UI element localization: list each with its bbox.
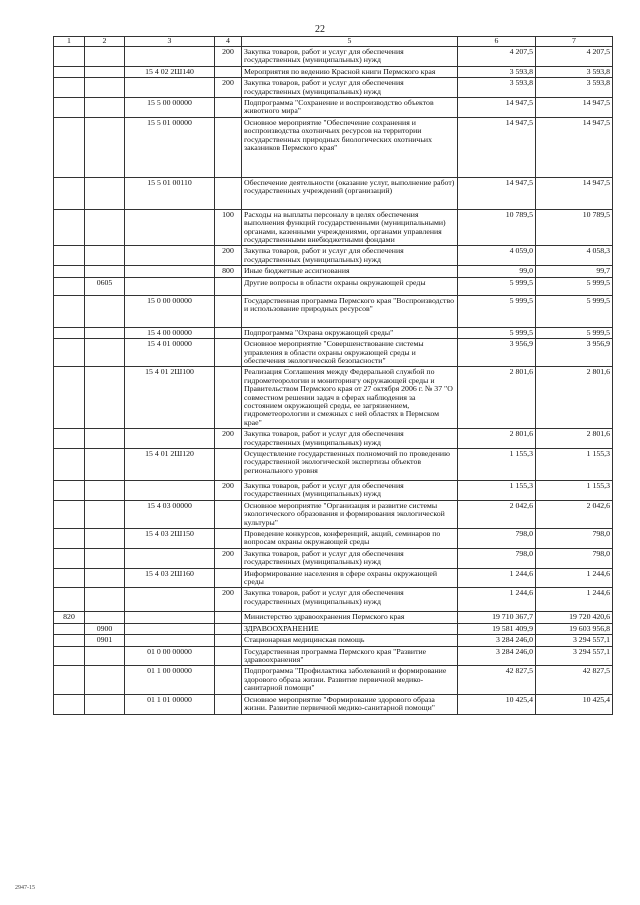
table-row <box>54 448 613 480</box>
amount-2016-cell: 5 999,5 <box>458 327 536 338</box>
expense-type-cell <box>215 448 242 480</box>
target-article-cell <box>125 47 215 67</box>
amount-2016-cell: 14 947,5 <box>458 177 536 209</box>
section-code-cell <box>85 78 125 98</box>
amount-2017-cell: 14 947,5 <box>536 177 613 209</box>
expense-type-cell <box>215 66 242 77</box>
amount-2016-cell: 19 710 367,7 <box>458 612 536 623</box>
description-cell: Информирование населения в сфере охраны окружающей среды <box>242 568 458 588</box>
target-article-cell: 15 4 03 2Ш160 <box>125 568 215 588</box>
ministry-code-cell: 820 <box>54 612 85 623</box>
table-row <box>54 612 613 623</box>
description-cell: Проведение конкурсов, конференций, акций, семинаров по вопросам охраны окружающей среды <box>242 529 458 549</box>
table-row <box>54 529 613 549</box>
section-code-cell <box>85 548 125 568</box>
expense-type-cell <box>215 367 242 429</box>
section-code-cell <box>85 568 125 588</box>
description-cell: Подпрограмма "Сохранение и воспроизводство объектов животного мира" <box>242 98 458 118</box>
amount-2016-cell: 4 059,0 <box>458 246 536 266</box>
description-cell: Мероприятия по ведению Красной книги Пермского края <box>242 66 458 77</box>
amount-2017-cell: 1 244,6 <box>536 568 613 588</box>
ministry-code-cell <box>54 177 85 209</box>
target-article-cell: 15 5 00 00000 <box>125 98 215 118</box>
amount-2017-cell: 19 603 956,8 <box>536 623 613 634</box>
table-row <box>54 339 613 367</box>
amount-2017-cell: 798,0 <box>536 529 613 549</box>
expense-type-cell: 200 <box>215 78 242 98</box>
ministry-code-cell <box>54 694 85 714</box>
amount-2016-cell: 10 425,4 <box>458 694 536 714</box>
amount-2016-cell: 5 999,5 <box>458 277 536 295</box>
ministry-code-cell <box>54 448 85 480</box>
amount-2016-cell: 5 999,5 <box>458 295 536 327</box>
expense-type-cell <box>215 694 242 714</box>
amount-2017-cell: 3 956,9 <box>536 339 613 367</box>
expense-type-cell: 200 <box>215 480 242 500</box>
target-article-cell: 15 4 01 00000 <box>125 339 215 367</box>
target-article-cell <box>125 612 215 623</box>
table-row <box>54 429 613 449</box>
ministry-code-cell <box>54 47 85 67</box>
table-row <box>54 66 613 77</box>
target-article-cell: 15 4 01 2Ш100 <box>125 367 215 429</box>
ministry-code-cell <box>54 66 85 77</box>
target-article-cell: 15 4 03 00000 <box>125 500 215 528</box>
amount-2016-cell: 14 947,5 <box>458 117 536 177</box>
description-cell: ЗДРАВООХРАНЕНИЕ <box>242 623 458 634</box>
target-article-cell: 01 1 01 00000 <box>125 694 215 714</box>
amount-2017-cell: 5 999,5 <box>536 277 613 295</box>
section-code-cell <box>85 177 125 209</box>
target-article-cell: 15 4 03 2Ш150 <box>125 529 215 549</box>
header-cell: 1 <box>54 37 85 47</box>
description-cell: Основное мероприятие "Организация и развитие системы экологического образования и формирования экологической культуры" <box>242 500 458 528</box>
ministry-code-cell <box>54 295 85 327</box>
amount-2017-cell: 42 827,5 <box>536 666 613 694</box>
table-row <box>54 246 613 266</box>
amount-2016-cell: 3 593,8 <box>458 78 536 98</box>
table-row <box>54 177 613 209</box>
ministry-code-cell <box>54 529 85 549</box>
target-article-cell <box>125 246 215 266</box>
table-row <box>54 78 613 98</box>
table-row <box>54 277 613 295</box>
expense-type-cell <box>215 529 242 549</box>
amount-2017-cell: 14 947,5 <box>536 98 613 118</box>
amount-2017-cell: 3 593,8 <box>536 78 613 98</box>
ministry-code-cell <box>54 277 85 295</box>
amount-2016-cell: 2 801,6 <box>458 367 536 429</box>
amount-2016-cell: 2 801,6 <box>458 429 536 449</box>
table-row <box>54 694 613 714</box>
expense-type-cell <box>215 339 242 367</box>
description-cell: Основное мероприятие "Совершенствование системы управления в области охраны окружающей среды и обеспечения экологической безопасности" <box>242 339 458 367</box>
ministry-code-cell <box>54 480 85 500</box>
target-article-cell: 15 4 01 2Ш120 <box>125 448 215 480</box>
table-row <box>54 295 613 327</box>
table-row <box>54 266 613 277</box>
expense-type-cell: 200 <box>215 548 242 568</box>
section-code-cell <box>85 694 125 714</box>
amount-2016-cell: 3 284 246,0 <box>458 646 536 666</box>
ministry-code-cell <box>54 117 85 177</box>
amount-2017-cell: 3 593,8 <box>536 66 613 77</box>
section-code-cell <box>85 66 125 77</box>
section-code-cell <box>85 295 125 327</box>
description-cell: Расходы на выплаты персоналу в целях обеспечения выполнения функций государственными (муниципальными) органами, казенными учреждениями, органами управления государственными внебюджетными фондами <box>242 209 458 246</box>
table-row <box>54 327 613 338</box>
expense-type-cell <box>215 177 242 209</box>
expense-type-cell <box>215 666 242 694</box>
ministry-code-cell <box>54 367 85 429</box>
section-code-cell <box>85 588 125 612</box>
description-cell: Государственная программа Пермского края "Развитие здравоохранения" <box>242 646 458 666</box>
target-article-cell <box>125 277 215 295</box>
amount-2017-cell: 2 801,6 <box>536 367 613 429</box>
amount-2016-cell: 99,0 <box>458 266 536 277</box>
section-code-cell <box>85 480 125 500</box>
ministry-code-cell <box>54 500 85 528</box>
section-code-cell: 0901 <box>85 635 125 646</box>
table-row <box>54 548 613 568</box>
amount-2016-cell: 1 155,3 <box>458 448 536 480</box>
table-row <box>54 98 613 118</box>
table-row <box>54 367 613 429</box>
ministry-code-cell <box>54 246 85 266</box>
header-cell: 6 <box>458 37 536 47</box>
table-row <box>54 666 613 694</box>
section-code-cell <box>85 666 125 694</box>
amount-2017-cell: 4 058,3 <box>536 246 613 266</box>
header-cell: 3 <box>125 37 215 47</box>
ministry-code-cell <box>54 209 85 246</box>
target-article-cell <box>125 635 215 646</box>
amount-2017-cell: 1 155,3 <box>536 448 613 480</box>
expense-type-cell <box>215 98 242 118</box>
ministry-code-cell <box>54 588 85 612</box>
amount-2017-cell: 4 207,5 <box>536 47 613 67</box>
ministry-code-cell <box>54 568 85 588</box>
table-row <box>54 209 613 246</box>
amount-2017-cell: 1 244,6 <box>536 588 613 612</box>
amount-2017-cell: 3 294 557,1 <box>536 646 613 666</box>
description-cell: Стационарная медицинская помощь <box>242 635 458 646</box>
description-cell: Закупка товаров, работ и услуг для обеспечения государственных (муниципальных) нужд <box>242 429 458 449</box>
budget-table <box>53 36 613 715</box>
header-cell: 4 <box>215 37 242 47</box>
amount-2016-cell: 14 947,5 <box>458 98 536 118</box>
amount-2016-cell: 1 244,6 <box>458 588 536 612</box>
target-article-cell <box>125 588 215 612</box>
target-article-cell <box>125 623 215 634</box>
amount-2016-cell: 3 956,9 <box>458 339 536 367</box>
section-code-cell <box>85 500 125 528</box>
amount-2016-cell: 10 789,5 <box>458 209 536 246</box>
ministry-code-cell <box>54 646 85 666</box>
ministry-code-cell <box>54 339 85 367</box>
description-cell: Реализация Соглашения между Федеральной службой по гидрометеорологии и мониторингу окружающей среды и Правительством Пермского края от 27 октября 2006 г. № 37 "О совместном решении задач в сферах наблюдения за состоянием окружающей среды, ее загрязнением, гидрометеорологии и смежных с ней областях в Пермском крае" <box>242 367 458 429</box>
description-cell: Осуществление государственных полномочий по проведению государственной экологической экспертизы объектов регионального уровня <box>242 448 458 480</box>
description-cell: Обеспечение деятельности (оказание услуг, выполнение работ) государственных учреждений (организаций) <box>242 177 458 209</box>
amount-2017-cell: 19 720 420,6 <box>536 612 613 623</box>
table-row <box>54 635 613 646</box>
description-cell: Закупка товаров, работ и услуг для обеспечения государственных (муниципальных) нужд <box>242 47 458 67</box>
table-row <box>54 588 613 612</box>
amount-2017-cell: 5 999,5 <box>536 295 613 327</box>
description-cell: Другие вопросы в области охраны окружающей среды <box>242 277 458 295</box>
section-code-cell <box>85 117 125 177</box>
table-row <box>54 623 613 634</box>
target-article-cell <box>125 429 215 449</box>
section-code-cell <box>85 612 125 623</box>
amount-2017-cell: 1 155,3 <box>536 480 613 500</box>
table-row <box>54 480 613 500</box>
target-article-cell <box>125 209 215 246</box>
ministry-code-cell <box>54 78 85 98</box>
amount-2016-cell: 2 042,6 <box>458 500 536 528</box>
expense-type-cell <box>215 117 242 177</box>
expense-type-cell: 200 <box>215 246 242 266</box>
description-cell: Подпрограмма "Профилактика заболеваний и формирование здорового образа жизни. Развитие первичной медико-санитарной помощи" <box>242 666 458 694</box>
description-cell: Закупка товаров, работ и услуг для обеспечения государственных (муниципальных) нужд <box>242 78 458 98</box>
expense-type-cell: 100 <box>215 209 242 246</box>
description-cell: Закупка товаров, работ и услуг для обеспечения государственных (муниципальных) нужд <box>242 588 458 612</box>
section-code-cell <box>85 448 125 480</box>
expense-type-cell <box>215 612 242 623</box>
table-row <box>54 117 613 177</box>
amount-2016-cell: 798,0 <box>458 548 536 568</box>
section-code-cell <box>85 339 125 367</box>
section-code-cell <box>85 246 125 266</box>
target-article-cell: 15 0 00 00000 <box>125 295 215 327</box>
description-cell: Закупка товаров, работ и услуг для обеспечения государственных (муниципальных) нужд <box>242 548 458 568</box>
ministry-code-cell <box>54 623 85 634</box>
expense-type-cell: 200 <box>215 429 242 449</box>
amount-2017-cell: 2 801,6 <box>536 429 613 449</box>
expense-type-cell <box>215 277 242 295</box>
description-cell: Закупка товаров, работ и услуг для обеспечения государственных (муниципальных) нужд <box>242 480 458 500</box>
table-row <box>54 500 613 528</box>
table-row <box>54 568 613 588</box>
section-code-cell: 0605 <box>85 277 125 295</box>
section-code-cell: 0900 <box>85 623 125 634</box>
target-article-cell <box>125 266 215 277</box>
ministry-code-cell <box>54 327 85 338</box>
description-cell: Основное мероприятие "Обеспечение сохранения и воспроизводства охотничьих ресурсов на территории государственных природных биологических охотничьих заказников Пермского края" <box>242 117 458 177</box>
target-article-cell <box>125 78 215 98</box>
expense-type-cell <box>215 500 242 528</box>
expense-type-cell <box>215 646 242 666</box>
ministry-code-cell <box>54 266 85 277</box>
footer-code: 2947-15 <box>15 885 35 891</box>
amount-2016-cell: 4 207,5 <box>458 47 536 67</box>
amount-2016-cell: 1 155,3 <box>458 480 536 500</box>
target-article-cell: 15 5 01 00000 <box>125 117 215 177</box>
section-code-cell <box>85 98 125 118</box>
description-cell: Министерство здравоохранения Пермского края <box>242 612 458 623</box>
amount-2016-cell: 42 827,5 <box>458 666 536 694</box>
section-code-cell <box>85 47 125 67</box>
amount-2016-cell: 1 244,6 <box>458 568 536 588</box>
amount-2016-cell: 19 581 409,9 <box>458 623 536 634</box>
description-cell: Государственная программа Пермского края "Воспроизводство и использование природных ресурсов" <box>242 295 458 327</box>
target-article-cell: 15 5 01 00110 <box>125 177 215 209</box>
header-cell: 2 <box>85 37 125 47</box>
ministry-code-cell <box>54 635 85 646</box>
section-code-cell <box>85 529 125 549</box>
description-cell: Основное мероприятие "Формирование здорового образа жизни. Развитие первичной медико-санитарной помощи" <box>242 694 458 714</box>
section-code-cell <box>85 367 125 429</box>
section-code-cell <box>85 209 125 246</box>
amount-2016-cell: 798,0 <box>458 529 536 549</box>
target-article-cell: 01 1 00 00000 <box>125 666 215 694</box>
amount-2017-cell: 99,7 <box>536 266 613 277</box>
expense-type-cell <box>215 295 242 327</box>
target-article-cell: 15 4 00 00000 <box>125 327 215 338</box>
expense-type-cell <box>215 635 242 646</box>
header-row <box>54 37 613 47</box>
ministry-code-cell <box>54 666 85 694</box>
table-row <box>54 47 613 67</box>
amount-2017-cell: 14 947,5 <box>536 117 613 177</box>
ministry-code-cell <box>54 98 85 118</box>
target-article-cell <box>125 480 215 500</box>
target-article-cell <box>125 548 215 568</box>
section-code-cell <box>85 646 125 666</box>
header-cell: 5 <box>242 37 458 47</box>
amount-2017-cell: 798,0 <box>536 548 613 568</box>
expense-type-cell: 800 <box>215 266 242 277</box>
target-article-cell: 01 0 00 00000 <box>125 646 215 666</box>
section-code-cell <box>85 429 125 449</box>
section-code-cell <box>85 327 125 338</box>
target-article-cell: 15 4 02 2Ш140 <box>125 66 215 77</box>
ministry-code-cell <box>54 548 85 568</box>
expense-type-cell <box>215 568 242 588</box>
expense-type-cell <box>215 623 242 634</box>
amount-2017-cell: 3 294 557,1 <box>536 635 613 646</box>
expense-type-cell: 200 <box>215 588 242 612</box>
expense-type-cell <box>215 327 242 338</box>
header-cell: 7 <box>536 37 613 47</box>
section-code-cell <box>85 266 125 277</box>
amount-2017-cell: 2 042,6 <box>536 500 613 528</box>
amount-2017-cell: 10 425,4 <box>536 694 613 714</box>
description-cell: Подпрограмма "Охрана окружающей среды" <box>242 327 458 338</box>
ministry-code-cell <box>54 429 85 449</box>
description-cell: Закупка товаров, работ и услуг для обеспечения государственных (муниципальных) нужд <box>242 246 458 266</box>
description-cell: Иные бюджетные ассигнования <box>242 266 458 277</box>
amount-2016-cell: 3 593,8 <box>458 66 536 77</box>
amount-2016-cell: 3 284 246,0 <box>458 635 536 646</box>
expense-type-cell: 200 <box>215 47 242 67</box>
amount-2017-cell: 10 789,5 <box>536 209 613 246</box>
amount-2017-cell: 5 999,5 <box>536 327 613 338</box>
page-number: 22 <box>315 24 325 35</box>
table-row <box>54 646 613 666</box>
